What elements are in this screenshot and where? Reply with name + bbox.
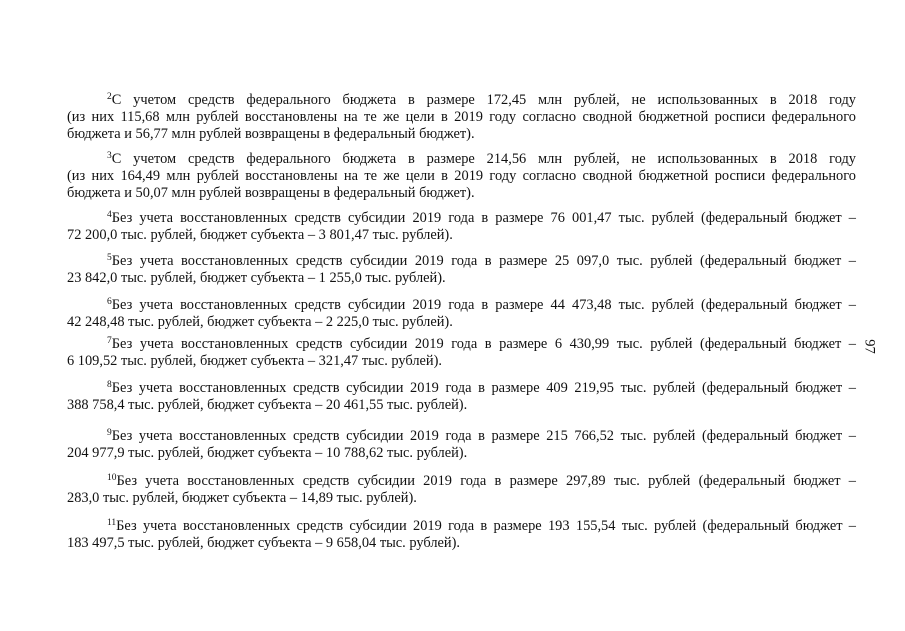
footnote-continuation: 204 977,9 тыс. рублей, бюджет субъекта – 10 788,62 тыс. рублей).	[67, 445, 468, 461]
footnote-5	[67, 253, 856, 287]
footnote-continuation: 42 248,48 тыс. рублей, бюджет субъекта – 2 225,0 тыс. рублей).	[67, 314, 453, 330]
footnote-text: Без учета восстановленных средств субсидии 2019 года в размере 215 766,52 тыс. рублей (федеральный бюджет –	[111, 428, 856, 444]
footnote-text: Без учета восстановленных средств субсидии 2019 года в размере 193 155,54 тыс. рублей (федеральный бюджет –	[116, 518, 856, 534]
footnote-text: Без учета восстановленных средств субсидии 2019 года в размере 25 097,0 тыс. рублей (федеральный бюджет –	[111, 253, 856, 269]
footnote-mark: 2	[107, 92, 112, 102]
footnote-mark: 5	[107, 253, 112, 263]
footnote-6	[67, 297, 856, 331]
footnote-text: С учетом средств федерального бюджета в размере 172,45 млн рублей, не использованных в 2018 году	[111, 92, 856, 108]
footnote-3	[67, 151, 856, 202]
footnote-continuation: 183 497,5 тыс. рублей, бюджет субъекта – 9 658,04 тыс. рублей).	[67, 535, 461, 551]
footnote-first-line	[67, 380, 856, 397]
footnote-continuation: 6 109,52 тыс. рублей, бюджет субъекта – 321,47 тыс. рублей).	[67, 353, 443, 369]
footnote-mark: 11	[107, 518, 117, 528]
footnote-4	[67, 210, 856, 244]
footnote-first-line	[67, 253, 856, 270]
footnote-text: Без учета восстановленных средств субсидии 2019 года в размере 6 430,99 тыс. рублей (федеральный бюджет –	[111, 336, 856, 352]
footnote-2	[67, 92, 856, 143]
footnote-9	[67, 428, 856, 462]
footnote-first-line	[67, 151, 856, 168]
footnote-text: Без учета восстановленных средств субсидии 2019 года в размере 76 001,47 тыс. рублей (федеральный бюджет –	[111, 210, 856, 226]
footnote-mark: 3	[107, 151, 112, 161]
footnote-7	[67, 336, 856, 370]
footnote-mark: 10	[107, 473, 117, 483]
footnote-11	[67, 518, 856, 552]
footnote-first-line	[67, 336, 856, 353]
footnote-text: Без учета восстановленных средств субсидии 2019 года в размере 297,89 тыс. рублей (федеральный бюджет –	[116, 473, 856, 489]
footnote-continuation: 72 200,0 тыс. рублей, бюджет субъекта – 3 801,47 тыс. рублей).	[67, 227, 453, 243]
footnote-mark: 9	[107, 428, 112, 438]
footnote-continuation: (из них 164,49 млн рублей восстановлены на те же цели в 2019 году согласно сводной бюджетной росписи федерального бюджета и 50,07 млн рублей возвращены в федеральный бюджет).	[67, 168, 856, 201]
footnote-text: Без учета восстановленных средств субсидии 2019 года в размере 44 473,48 тыс. рублей (федеральный бюджет –	[111, 297, 856, 313]
footnote-first-line	[67, 518, 856, 535]
footnote-mark: 6	[107, 297, 112, 307]
footnote-first-line	[67, 210, 856, 227]
footnote-text: С учетом средств федерального бюджета в размере 214,56 млн рублей, не использованных в 2018 году	[111, 151, 856, 167]
footnote-continuation: 23 842,0 тыс. рублей, бюджет субъекта – 1 255,0 тыс. рублей).	[67, 270, 446, 286]
footnote-first-line	[67, 428, 856, 445]
footnote-first-line	[67, 92, 856, 109]
footnote-first-line	[67, 297, 856, 314]
footnote-continuation: 388 758,4 тыс. рублей, бюджет субъекта – 20 461,55 тыс. рублей).	[67, 397, 468, 413]
footnote-continuation: (из них 115,68 млн рублей восстановлены на те же цели в 2019 году согласно сводной бюджетной росписи федерального бюджета и 56,77 млн рублей возвращены в федеральный бюджет).	[67, 109, 856, 142]
footnote-mark: 8	[107, 380, 112, 390]
footnote-mark: 7	[107, 336, 112, 346]
footnote-first-line	[67, 473, 856, 490]
footnote-8	[67, 380, 856, 414]
footnote-10	[67, 473, 856, 507]
page-number: 97	[861, 339, 878, 354]
footnote-text: Без учета восстановленных средств субсидии 2019 года в размере 409 219,95 тыс. рублей (федеральный бюджет –	[111, 380, 856, 396]
footnote-mark: 4	[107, 210, 112, 220]
footnote-continuation: 283,0 тыс. рублей, бюджет субъекта – 14,89 тыс. рублей).	[67, 490, 417, 506]
